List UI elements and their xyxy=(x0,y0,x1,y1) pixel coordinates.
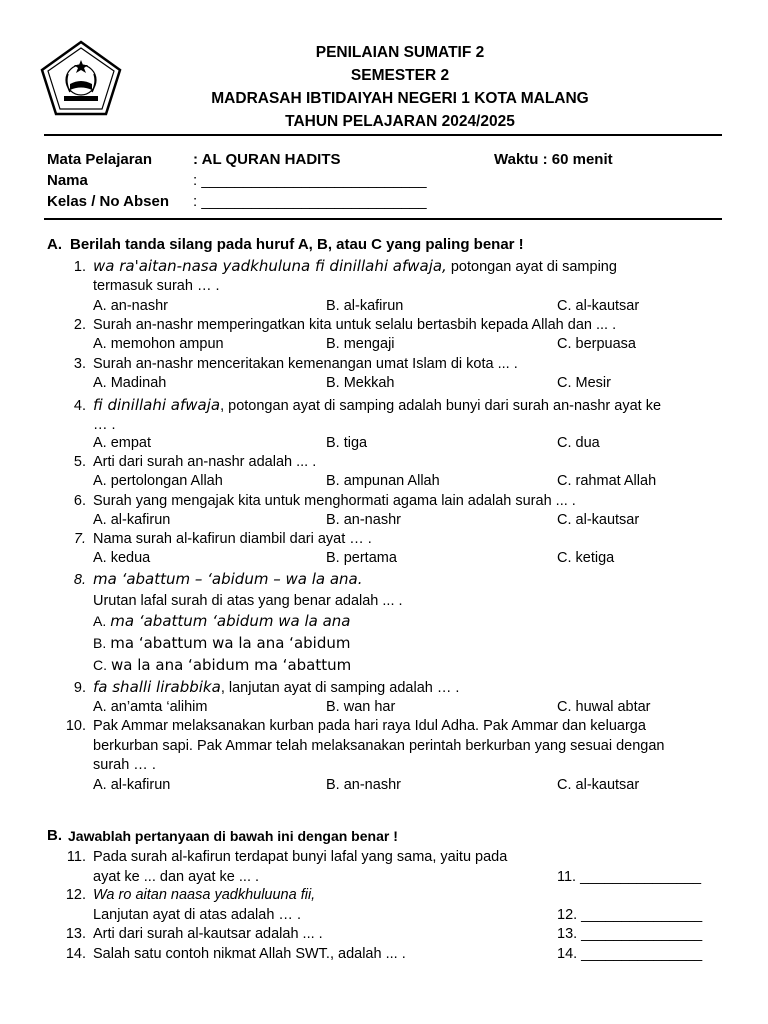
question-7 xyxy=(0,530,768,570)
section-b-letter: B. xyxy=(47,827,62,844)
option-a[interactable]: A. empat xyxy=(93,435,152,451)
option-a[interactable]: A. Madinah xyxy=(93,375,167,391)
question-text-cont: Lanjutan ayat di atas adalah … . xyxy=(93,907,301,923)
arabic-transliteration: fi dinillahi afwaja xyxy=(93,396,221,414)
option-text: ma ‘abattum wa la ana ‘abidum xyxy=(110,634,351,652)
answer-blank[interactable]: 11. _______________ xyxy=(557,869,702,885)
option-b[interactable]: B. mengaji xyxy=(326,336,395,352)
option-c[interactable]: C. huwal abtar xyxy=(557,699,651,715)
question-10 xyxy=(0,717,768,797)
header-title: PENILAIAN SUMATIF 2 xyxy=(315,44,485,61)
subject-label: Mata Pelajaran xyxy=(47,151,153,168)
option-a[interactable]: A. al-kafirun xyxy=(93,777,171,793)
question-text: Urutan lafal surah di atas yang benar adalah ... . xyxy=(93,593,403,609)
question-number: 11. xyxy=(66,849,86,865)
question-text: Surah yang mengajak kita untuk menghormati agama lain adalah surah ... . xyxy=(93,493,576,509)
option-b[interactable]: B. Mekkah xyxy=(326,375,395,391)
question-text xyxy=(93,396,721,416)
option-c[interactable]: C. berpuasa xyxy=(557,336,636,352)
question-text: Arti dari surah an-nashr adalah ... . xyxy=(93,454,317,470)
option-a[interactable]: A. an-nashr xyxy=(93,298,168,314)
question-number: 5. xyxy=(73,454,86,470)
question-text-rest: , potongan ayat di samping adalah bunyi dari surah an-nashr ayat ke xyxy=(220,398,662,414)
question-1 xyxy=(0,257,768,317)
option-b[interactable]: B. wan har xyxy=(326,699,396,715)
subject-value: : AL QURAN HADITS xyxy=(193,151,341,168)
question-2 xyxy=(0,316,768,356)
question-number: 7. xyxy=(73,531,86,547)
question-11 xyxy=(0,848,768,888)
name-label: Nama xyxy=(47,172,88,189)
answer-blank[interactable]: 14. _______________ xyxy=(557,946,703,962)
question-number: 4. xyxy=(73,398,86,414)
question-text-cont: berkurban sapi. Pak Ammar telah melaksanakan perintah berkurban yang sesuai dengan xyxy=(93,738,665,754)
question-4 xyxy=(0,396,768,456)
section-b-title: Jawablah pertanyaan di bawah ini dengan benar ! xyxy=(68,828,398,844)
question-text xyxy=(93,257,721,277)
question-8 xyxy=(0,570,768,676)
question-number: 10. xyxy=(65,718,86,734)
option-a[interactable]: A. al-kafirun xyxy=(93,512,171,528)
question-text-cont: surah … . xyxy=(93,757,156,773)
class-field[interactable]: : ___________________________ xyxy=(193,193,427,210)
question-6 xyxy=(0,492,768,532)
question-text-cont: termasuk surah … . xyxy=(93,278,220,294)
question-text: Nama surah al-kafirun diambil dari ayat … . xyxy=(93,531,372,547)
option-b[interactable]: B. al-kafirun xyxy=(326,298,404,314)
question-number: 6. xyxy=(73,493,86,509)
question-text: Arti dari surah al-kautsar adalah ... . xyxy=(93,926,323,942)
arabic-transliteration: wa ra'aitan-nasa yadkhuluna fi dinillahi afwaja, xyxy=(93,257,447,275)
arabic-transliteration: ma ‘abattum – ‘abidum – wa la ana. xyxy=(93,570,363,588)
option-text: ma ‘abattum ‘abidum wa la ana xyxy=(110,612,351,630)
question-number: 3. xyxy=(73,356,86,372)
option-c[interactable]: C. dua xyxy=(557,435,600,451)
option-a[interactable] xyxy=(93,612,350,632)
question-text: Wa ro aitan naasa yadkhuluuna fii, xyxy=(93,887,316,903)
question-text: Surah an-nashr menceritakan kemenangan umat Islam di kota ... . xyxy=(93,356,518,372)
question-number: 13. xyxy=(65,926,86,942)
option-letter: B. xyxy=(93,635,107,651)
header-school: MADRASAH IBTIDAIYAH NEGERI 1 KOTA MALANG xyxy=(211,90,589,107)
class-label: Kelas / No Absen xyxy=(47,193,169,210)
question-number: 2. xyxy=(73,317,86,333)
question-number: 14. xyxy=(65,946,86,962)
option-c[interactable]: C. al-kautsar xyxy=(557,298,640,314)
question-13 xyxy=(0,925,768,945)
question-5 xyxy=(0,453,768,493)
question-text-rest: potongan ayat di samping xyxy=(446,259,617,275)
option-a[interactable]: A. kedua xyxy=(93,550,151,566)
question-text: Surah an-nashr memperingatkan kita untuk selalu bertasbih kepada Allah dan ... . xyxy=(93,317,617,333)
question-12 xyxy=(0,886,768,926)
option-b[interactable]: B. tiga xyxy=(326,435,368,451)
question-text: Salah satu contoh nikmat Allah SWT., adalah ... . xyxy=(93,946,406,962)
question-text: Pada surah al-kafirun terdapat bunyi lafal yang sama, yaitu pada xyxy=(93,849,508,865)
option-b[interactable] xyxy=(93,634,350,654)
question-14 xyxy=(0,945,768,965)
option-c[interactable]: C. rahmat Allah xyxy=(557,473,657,489)
question-9 xyxy=(0,678,768,718)
arabic-transliteration: fa shalli lirabbika xyxy=(93,678,221,696)
header-year: TAHUN PELAJARAN 2024/2025 xyxy=(285,113,515,130)
question-number: 9. xyxy=(73,680,86,696)
info-divider xyxy=(44,218,722,220)
option-c[interactable] xyxy=(93,656,351,676)
option-a[interactable]: A. an’amta ‘alihim xyxy=(93,699,208,715)
question-text-rest: , lanjutan ayat di samping adalah … . xyxy=(220,680,460,696)
option-letter: C. xyxy=(93,657,107,673)
time-info: Waktu : 60 menit xyxy=(494,151,613,168)
answer-blank[interactable]: 12. _______________ xyxy=(557,907,703,923)
option-b[interactable]: B. ampunan Allah xyxy=(326,473,440,489)
section-a-letter: A. xyxy=(47,236,62,253)
question-text-cont: … . xyxy=(93,417,116,433)
section-a-title: Berilah tanda silang pada huruf A, B, atau C yang paling benar ! xyxy=(70,236,524,253)
question-text-cont: ayat ke ... dan ayat ke ... . xyxy=(93,869,260,885)
option-b[interactable]: B. an-nashr xyxy=(326,512,401,528)
question-number: 8. xyxy=(73,572,86,588)
option-a[interactable]: A. pertolongan Allah xyxy=(93,473,223,489)
question-text xyxy=(93,678,721,698)
option-c[interactable]: C. ketiga xyxy=(557,550,615,566)
option-text: wa la ana ‘abidum ma ‘abattum xyxy=(111,656,352,674)
question-3 xyxy=(0,355,768,395)
ministry-logo xyxy=(40,40,122,116)
header-divider xyxy=(44,134,722,136)
header-semester: SEMESTER 2 xyxy=(350,67,450,84)
option-c[interactable]: C. al-kautsar xyxy=(557,512,640,528)
question-number: 12. xyxy=(65,887,86,903)
option-a[interactable]: A. memohon ampun xyxy=(93,336,224,352)
option-b[interactable]: B. pertama xyxy=(326,550,397,566)
option-b[interactable]: B. an-nashr xyxy=(326,777,401,793)
option-c[interactable]: C. Mesir xyxy=(557,375,611,391)
name-field[interactable]: : ___________________________ xyxy=(193,172,427,189)
question-number: 1. xyxy=(73,259,86,275)
question-text: Pak Ammar melaksanakan kurban pada hari raya Idul Adha. Pak Ammar dan keluarga xyxy=(93,718,646,734)
option-c[interactable]: C. al-kautsar xyxy=(557,777,640,793)
answer-blank[interactable]: 13. _______________ xyxy=(557,926,703,942)
option-letter: A. xyxy=(93,613,107,629)
